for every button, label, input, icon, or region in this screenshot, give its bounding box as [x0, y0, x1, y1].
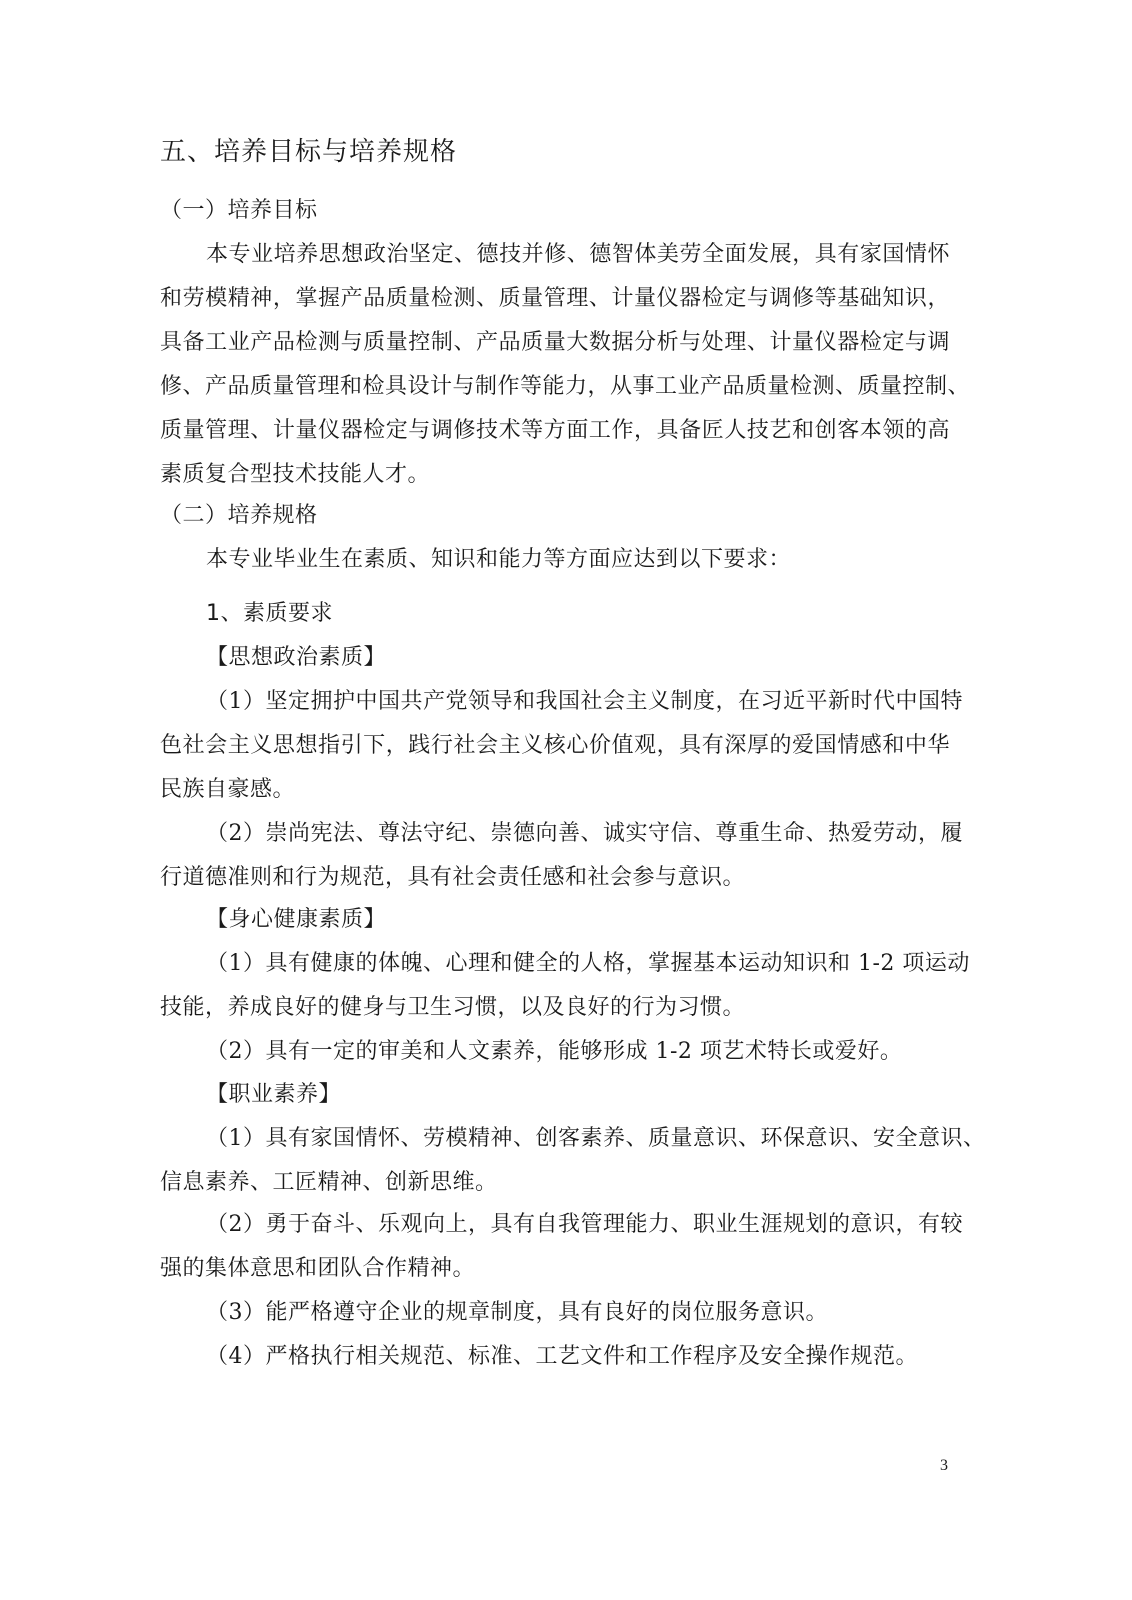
- paragraph-line: （1）具有家国情怀、劳模精神、创客素养、质量意识、环保意识、安全意识、: [206, 1126, 986, 1151]
- subsection-title-quality: 1、素质要求: [206, 601, 333, 626]
- paragraph-line: （2）勇于奋斗、乐观向上，具有自我管理能力、职业生涯规划的意识，有较: [206, 1212, 963, 1237]
- page-number: 3: [940, 1457, 948, 1474]
- paragraph-line: （2）崇尚宪法、尊法守纪、崇德向善、诚实守信、尊重生命、热爱劳动，履: [206, 821, 963, 846]
- paragraph-line: （2）具有一定的审美和人文素养，能够形成 1-2 项艺术特长或爱好。: [206, 1039, 903, 1064]
- paragraph-line: （4）严格执行相关规范、标准、工艺文件和工作程序及安全操作规范。: [206, 1344, 918, 1369]
- category-title-health: 【身心健康素质】: [206, 907, 387, 932]
- section-title-objectives: （一）培养目标: [160, 198, 318, 223]
- paragraph-line: 和劳模精神，掌握产品质量检测、质量管理、计量仪器检定与调修等基础知识，: [160, 286, 950, 311]
- category-title-career: 【职业素养】: [206, 1082, 342, 1107]
- paragraph-line: 修、产品质量管理和检具设计与制作等能力，从事工业产品质量检测、质量控制、: [160, 374, 971, 399]
- page-heading: 五、培养目标与培养规格: [160, 137, 458, 167]
- paragraph-line: 质量管理、计量仪器检定与调修技术等方面工作，具备匠人技艺和创客本领的高: [160, 418, 950, 443]
- paragraph-line: （1）具有健康的体魄、心理和健全的人格，掌握基本运动知识和 1-2 项运动: [206, 951, 970, 976]
- category-title-political: 【思想政治素质】: [206, 645, 387, 670]
- section-intro: 本专业毕业生在素质、知识和能力等方面应达到以下要求：: [206, 547, 792, 572]
- paragraph-line: 强的集体意思和团队合作精神。: [160, 1256, 476, 1281]
- paragraph-line: 具备工业产品检测与质量控制、产品质量大数据分析与处理、计量仪器检定与调: [160, 330, 950, 355]
- paragraph-line: 本专业培养思想政治坚定、德技并修、德智体美劳全面发展，具有家国情怀: [206, 242, 950, 267]
- section-title-specifications: （二）培养规格: [160, 503, 318, 528]
- paragraph-line: 民族自豪感。: [160, 777, 296, 802]
- paragraph-line: 色社会主义思想指引下，践行社会主义核心价值观，具有深厚的爱国情感和中华: [160, 733, 950, 758]
- paragraph-line: 素质复合型技术技能人才。: [160, 462, 431, 487]
- paragraph-line: 信息素养、工匠精神、创新思维。: [160, 1170, 498, 1195]
- paragraph-line: 技能，养成良好的健身与卫生习惯，以及良好的行为习惯。: [160, 995, 746, 1020]
- paragraph-line: （3）能严格遵守企业的规章制度，具有良好的岗位服务意识。: [206, 1300, 828, 1325]
- paragraph-line: 行道德准则和行为规范，具有社会责任感和社会参与意识。: [160, 865, 746, 890]
- paragraph-line: （1）坚定拥护中国共产党领导和我国社会主义制度，在习近平新时代中国特: [206, 689, 963, 714]
